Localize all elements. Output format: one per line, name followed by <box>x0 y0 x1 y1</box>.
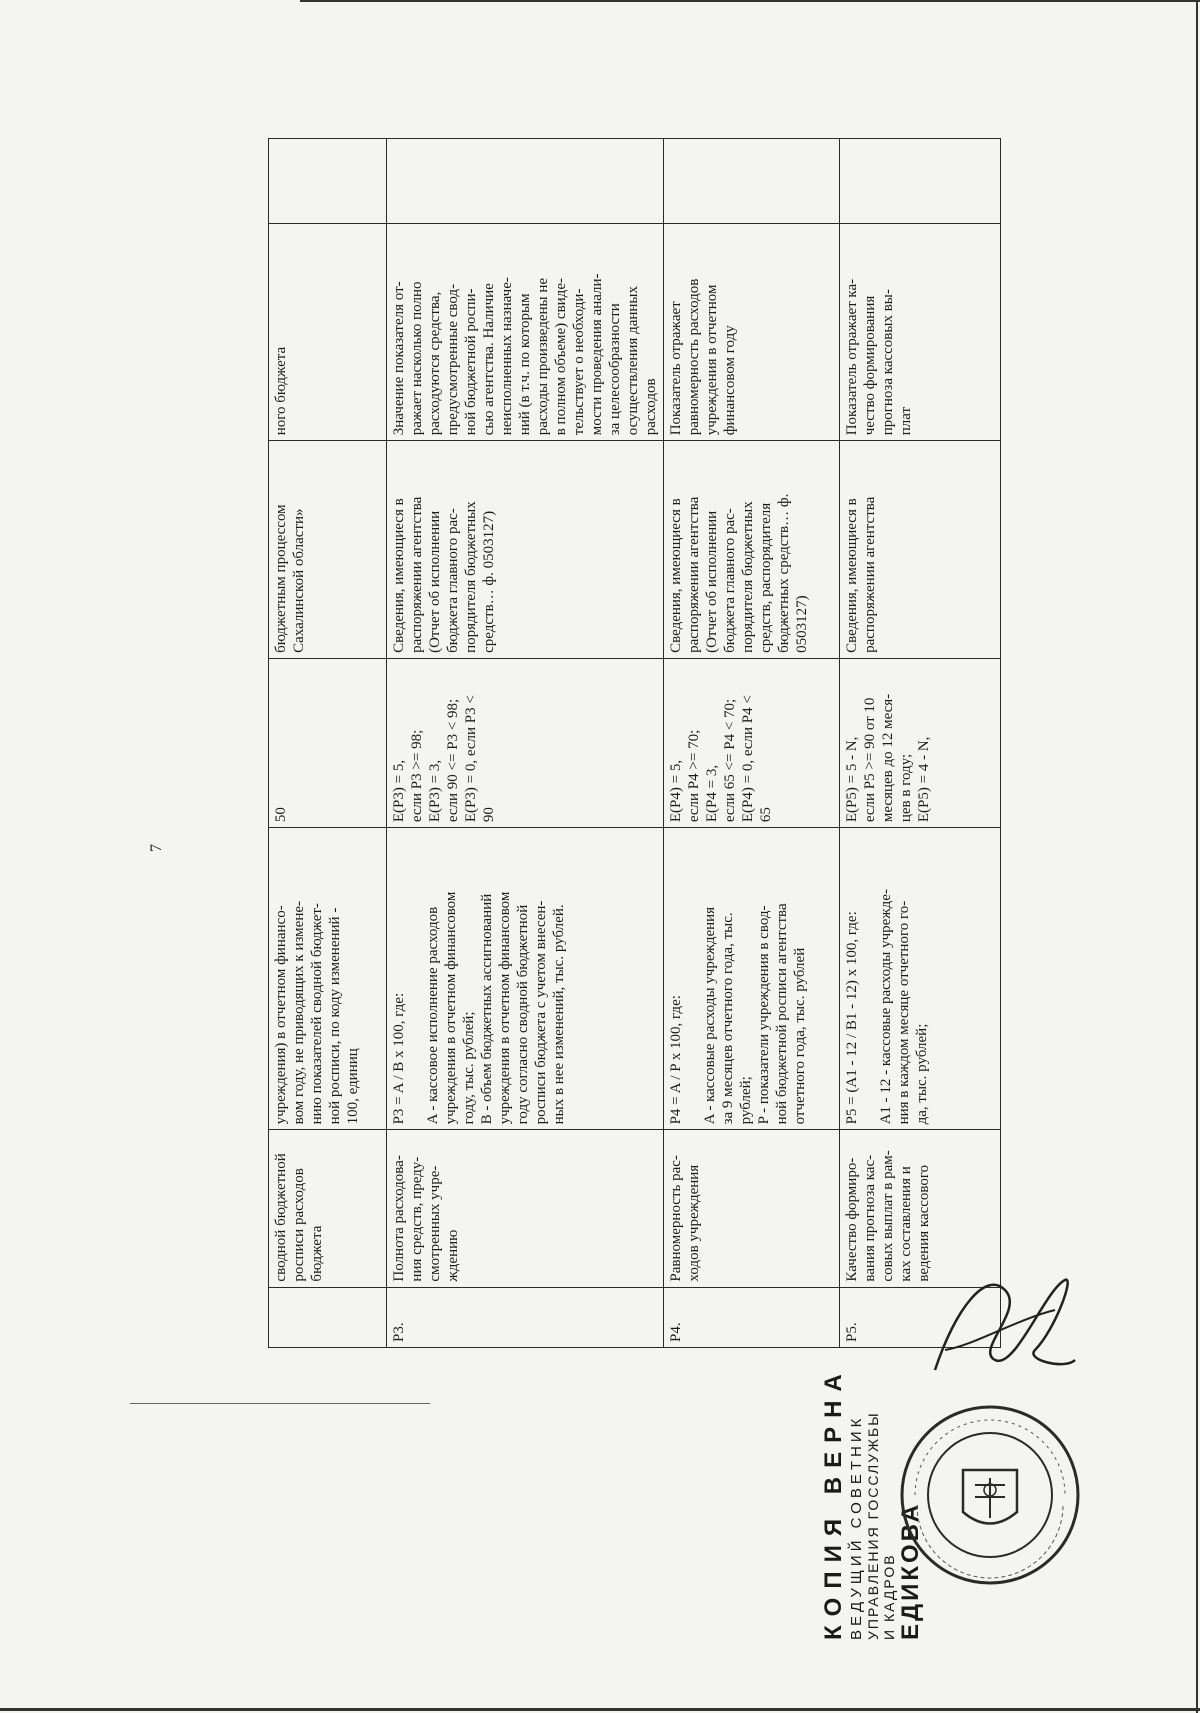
source-cell: Сведения, имеющиеся в распоряжении агентства (Отчет об исполнении бюджета главного рас- порядителя бюджетных средств… ф. 0503127) <box>387 441 664 659</box>
table-row <box>387 139 664 1348</box>
row-number <box>269 1287 387 1347</box>
weight-cell: 50 <box>269 658 387 827</box>
scan-edge-top <box>300 0 1200 2</box>
formula-cell: P5 = (A1 - 12 / B1 - 12) x 100, где: A1 - 12 - кассовые расходы учрежде- ния в каждом месяце отчетного го- да, тыс. рублей; <box>840 828 1001 1130</box>
scan-edge-bottom <box>0 1708 1200 1711</box>
comment-cell: ного бюджета <box>269 223 387 441</box>
comment-cell: Значение показателя от- ражает насколько полно расходуются средства, предусмотренные свод- ной бюджетной роспи- сью агентства. Наличие неисполненных назначе- ний (в т.ч. по которым расходы произведены не в полном объеме) свиде- тельствует о необходи- мости проведения анали- за целесообразности осуществления данных расходов <box>387 223 664 441</box>
row-number: P4. <box>664 1287 840 1347</box>
row-number: P3. <box>387 1287 664 1347</box>
indicator-name: Полнота расходова- ния средств, преду- смотренных учре- ждению <box>387 1130 664 1287</box>
rotated-table-frame <box>268 138 998 1348</box>
formula-cell: учреждения) в отчетном финансо- вом году, не приводящих к измене- нию показателей сводной бюджет- ной росписи, по коду изменений - 100, единиц <box>269 828 387 1130</box>
empty-cell <box>664 139 840 224</box>
table-row <box>840 139 1001 1348</box>
table-row <box>664 139 840 1348</box>
row-number: P5. <box>840 1287 1001 1347</box>
empty-cell <box>387 139 664 224</box>
official-seal <box>895 1400 1085 1590</box>
handwritten-signature <box>915 1250 1085 1390</box>
weight-cell: E(P5) = 5 - N, если P5 >= 90 от 10 месяцев до 12 меся- цев в году; E(P5) = 4 - N, <box>840 658 1001 827</box>
empty-cell <box>269 139 387 224</box>
scan-edge-right <box>1196 0 1198 1713</box>
indicator-name: сводной бюджетной росписи расходов бюджета <box>269 1130 387 1287</box>
formula-cell: P3 = A / B x 100, где: A - кассовое исполнение расходов учреждения в отчетном финансовом году, тыс. рублей; B - объем бюджетных ассигнований учреждения в отчетном финансовом году согласно сводной бюджетной росписи бюджета с учетом внесен- ных в нее изменений, тыс. рублей. <box>387 828 664 1130</box>
source-cell: Сведения, имеющиеся в распоряжении агентства <box>840 441 1001 659</box>
page-number: 7 <box>148 844 165 852</box>
formula-cell: P4 = A / P x 100, где: A - кассовые расходы учреждения за 9 месяцев отчетного года, тыс. рублей; P - показатели учреждения в свод- ной бюджетной росписи агентства отчетного года, тыс. рублей <box>664 828 840 1130</box>
empty-cell <box>840 139 1001 224</box>
indicator-name: Качество формиро- вания прогноза кас- совых выплат в рам- ках составления и ведения кассового <box>840 1130 1001 1287</box>
coat-of-arms-icon <box>963 1470 1017 1524</box>
stamp-department-2: И КАДРОВ <box>881 1553 897 1640</box>
weight-cell: E(P4) = 5, если P4 >= 70; E(P4 = 3, если 65 <= P4 < 70; E(P4) = 0, если P4 < 65 <box>664 658 840 827</box>
signature-line <box>130 1403 430 1404</box>
weight-cell: E(P3) = 5, если P3 >= 98; E(P3) = 3, если 90 <= P3 < 98; E(P3) = 0, если P3 < 90 <box>387 658 664 827</box>
criteria-table <box>268 138 1001 1348</box>
indicator-name: Равномерность рас- ходов учреждения <box>664 1130 840 1287</box>
stamp-name: ЕДИКОВА <box>897 1501 924 1640</box>
stamp-department: УПРАВЛЕНИЯ ГОССЛУЖБЫ <box>865 1411 881 1640</box>
stamp-title: КОПИЯ ВЕРНА <box>820 1365 847 1640</box>
source-cell: бюджетным процессом Сахалинской области» <box>269 441 387 659</box>
table-row <box>269 139 387 1348</box>
source-cell: Сведения, имеющиеся в распоряжении агентства (Отчет об исполнении бюджета главного рас- порядителя бюджетных средств, распорядителя бюджетных средств… ф. 0503127) <box>664 441 840 659</box>
comment-cell: Показатель отражает ка- чество формирования прогноза кассовых вы- плат <box>840 223 1001 441</box>
stamp-position: ВЕДУЩИЙ СОВЕТНИК <box>848 1414 865 1640</box>
comment-cell: Показатель отражает равномерность расходов учреждения в отчетном финансовом году <box>664 223 840 441</box>
